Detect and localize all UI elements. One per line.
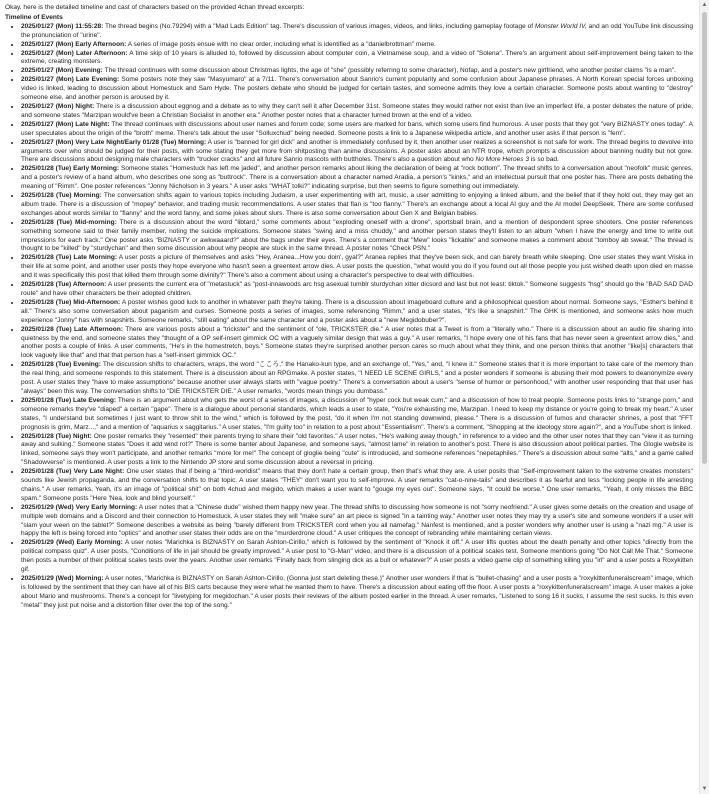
- timeline-entry-date: 2025/01/27 (Mon) Early Afternoon:: [21, 40, 127, 48]
- timeline-entry-text: A time skip of 10 years is alluded to, followed by discussion about computer coin, a Vietnamese soup, and a video of "Solena". There's an argument about self-improvement being taken to the extreme, creating monsters.: [21, 49, 693, 66]
- section-title: Timeline of Events: [5, 13, 63, 21]
- timeline-entry-date: 2025/01/28 (Tue) Night:: [21, 432, 92, 440]
- timeline-entry-title: No More Heroes 3: [475, 156, 529, 164]
- timeline-entry: [21, 468, 693, 504]
- timeline-entry-text: A series of image posts ensue with no clear order, including what is identified as a "danielbrottman" meme.: [126, 40, 436, 48]
- timeline-entry-date: 2025/01/27 (Mon) Evening:: [21, 67, 103, 75]
- document-content: [5, 4, 693, 611]
- timeline-entry: [21, 397, 693, 433]
- timeline-entry-text: There is a discussion about the word "libtard," some comments about "exploding oneself with a drone", sportsball brain, and a mention of despondent spree shooters. One poster references something someone said to their family member, noting the suicide implications. Someone states "swing and a miss chuddy," and another person states they'll listen to an album "when I have the energy and time to write out impressions for each track." One poster asks "BIZNASTY or awkwaaard?" about the bags under their eyes. There's a comment that "Mew" looks "lickable" and someone makes a comment about "tomboy ab sweat." The thread is thought to be "killed" by "sturdychan" and then some discussion about why people are stuck in the same thread. A poster notes "Check PSN.": [21, 218, 693, 253]
- intro-text: Okay, here is the detailed timeline and cast of characters based on the provided 4chan thread excerpts:: [5, 4, 305, 11]
- timeline-entry-text-cont: and an odd YouTube link discussing the pronunciation of "urine".: [21, 22, 693, 39]
- timeline-entry-date: 2025/01/27 (Mon) Night:: [21, 102, 95, 110]
- timeline-entry-date: 2025/01/28 (Tue) Morning:: [21, 192, 102, 200]
- timeline-entry-text: One user states that if being a "third-worldist" means that they don't hate a certain group, then that's what they are. A user posits that "Self-improvement taken to the extreme creates monsters" sounds like Jewish propaganda, and the conversation shifts to that topic. A user states "THEY" don't want you to self-improve. A user remarks "cat-o-nine-tails" and describes it as fearful and less "locking people in life arresting chains." A user remarks, Yeah, it's an image of "political shit" on both 4chud and megido, which makes a user want to "gouge my eyes out". Someone says, "It could be worse." One user remarks, "Yeah, it only misses the BBC spam." Someone posts "Here 'Nea, look and blind yourself.": [21, 468, 693, 502]
- timeline-entry-date: 2025/01/27 (Mon) Later Afternoon:: [21, 49, 128, 57]
- timeline-entry: [21, 433, 693, 469]
- timeline-entry-text: Some posters note they saw "Masyumaro" at a 7/11. There's conversation about Sanrio's current popularity and some confusion about Japanese phrases. A North Korean special forces unboxing video is linked, leading to discussion about Homestuck and Sam Hyde. The posters debate who should be judged for certain tastes, and someone admits they love a certain character. Someone posts about wanting to "destroy" someone else, and another person is aroused by it.: [21, 76, 693, 102]
- timeline-entry-date: 2025/01/28 (Tue) Very Late Night:: [21, 468, 125, 476]
- timeline-entry-text: There is an argument about who gets the worst of a series of images, a discussion of "hyper cock but weak cum," and a discussion of how to treat people. Someone posts links to "strange porn," and someone remarks they've "diaped" a certain "gape". There is a dialogue about personal standards, which leads a user to state, "You're exhausting me, Marzipan. I need to keep my distance or you're going to break my heart." A user states, "I understand but sometimes I just want to throw shit to the wind," which is followed by the post, "do it when I'm not standing downwind, please." There is a discussion of fumos and character shrines, a post that "FFT prognosis is grim, Marz...," and a mention of "aquarius x saggitarius." A user states, "I'm guilty too" in relation to a post about "Essentialism". There's a comment, "Shopping at the ideology store again?", and a YouTube short is linked.: [21, 396, 694, 431]
- timeline-entry: [21, 299, 693, 326]
- vertical-scrollbar[interactable]: [699, 0, 709, 794]
- timeline-entry-date: 2025/01/28 (Tue) Mid-Afternoon:: [21, 298, 121, 306]
- timeline-entry: [21, 76, 693, 103]
- timeline-entry: [21, 67, 693, 76]
- timeline-entry: [21, 23, 693, 41]
- timeline-entry-date: 2025/01/29 (Wed) Early Morning:: [21, 539, 123, 547]
- scrollbar-thumb[interactable]: [702, 12, 707, 464]
- timeline-entry-text: The thread begins (No.79294) with a "Mad Lads Edition" tag. There's discussion of various images, videos, and links, including gameplay footage of: [103, 22, 535, 30]
- timeline-entry-date: 2025/01/27 (Mon) Very Late Night/Early 01/28 (Tue) Morning:: [21, 138, 207, 146]
- timeline-entry: [21, 504, 693, 540]
- timeline-entry-text: The thread continues with some discussion about Christmas lights, the age of "she" (possibly referring to some character), Nofap, and a poster's new girlfriend, who another poster claims "is a man".: [102, 67, 676, 75]
- timeline-entry-text: The thread continues with discussions about user names and forum code; some users are marked for bans, which some users find humorous. A user posts that they got "very BIZNASTY ones today". A user speculates about the origin of the "broth" meme. There's talk about the user "Solluxchud" being needed. Someone posts a link to a Japanese wikipedia article, and another user asks if that person is "fem".: [21, 120, 693, 137]
- timeline-entry-date: 2025/01/28 (Tue) Mid-morning:: [21, 218, 117, 226]
- timeline-entry-text: There is a discussion about eggnog and a debate as to why they can't sell it after December 31st. Someone states they would rather not exist than live an imperfect life, a poster debates the nature of pride, and someone states "Marzipan would've been a Christian Socialist in another era." Another poster notes that a character turned brown at the end of a video.: [21, 102, 694, 119]
- scroll-down-arrow-icon[interactable]: ▼: [701, 786, 708, 792]
- timeline-entry: [21, 281, 693, 299]
- timeline-entry-text: One poster remarks they "resented" their parents trying to share their "old favorites." A user notes, "He's walking away though," in reference to a video and the other user notes that they can "view it as turning away and sulking." Someone states "Does it add wind rot?" There is some banter about Japanese, and someone says, "almost lame" in relation to another's post. There is also discussion about political parties. The Glogle website is linked, someone says they won't participate, and another remarks "more for me!" The concept of gloglie being "cute" is introduced, and someone references "nepetaphiles." There's a discussion about some "alts," and a game called "Shadowverse" is mentioned. A user posts a link to the Nintendo JP store and some discussion about a reversal in pricing.: [21, 432, 693, 467]
- timeline-entry-text: A user notes "Marichka is BIZNASTY on Sarah Ashton-Cirillo," which is followed by the sentiment of "Knock it off." A user lifts quotes about the death penalty and other topics "directly from the political compass quiz". A user posts, "Conditions of life in jail should be greatly improved." A user post to "G-Man" video, and there is a discussion of a political scales test. Someone mentions going "Do Not Call Me That." Someone then posts a number of their political scales tests over the years. Another user remarks "Finally back from slinging dick as a bull or whatever?" A user posts a video game clip of something killing you "irl" and a user posts a Roxykitten gif.: [21, 539, 693, 574]
- timeline-entry-date: 2025/01/28 (Tue) Evening:: [21, 361, 101, 369]
- timeline-entry-date: 2025/01/28 (Tue) Late Morning:: [21, 254, 118, 262]
- timeline-entry: [21, 50, 693, 68]
- timeline-entry-date: 2025/01/28 (Tue) Early Morning:: [21, 165, 120, 173]
- timeline-entry-date: 2025/01/27 (Mon) Late Evening:: [21, 76, 120, 84]
- timeline-entry-text: A poster wishes good luck to another in whatever path they're taking. There is a discussion about imageboard culture and a philosophical question about normal. Someone says, "Esther's behind it all." There's also some conversation about paganism and curses. Someone posts a series of images, some referencing "Rimm," and a user states, "It's like a snapshirt." The GHK is mentioned, and someone asks how much experience "Jonny" has with snapshirts. Someone remarks, "still eating" about the same character and a poster asks about a "new Megidobuber?".: [21, 298, 693, 324]
- timeline-entry: [21, 219, 693, 255]
- timeline-entry: [21, 121, 693, 139]
- timeline-entry-text: Someone states "Homestuck has left me jaded", and another person remarks about liking the declaration of being at "rock bottom". The thread shifts to a conversation about "neofolk" music genres, and a poster's review of a band album, who describes one song as "buttrock". There is a conversation about a character named Aradia, a person's "kinks," and an intellectual pursuit that one poster has. There are posts debating the meaning of "Rimm". One poster references "Jonny Nicholson in 3 years." A user asks "WHAT tolki?" indicating surprise, but then seems to figure something out immediately.: [21, 165, 693, 191]
- timeline-entry: [21, 361, 693, 397]
- timeline-entry: [21, 165, 693, 192]
- timeline-entry-text: A user is "banned for girl dick" and another is immediately confused by it, then another user realizes a screenshot is not safe for work. The thread begins to devolve into arguments over who should be judged for their posts, with some stating they get more from shitposting than anime discussions. A poster asks about an NTR trope, which prompts a discussion about banning nudity but not gore. There are discussions about designing male characters with "trucker cracks" and all future Sanrio mascots with buttholes. There's also a question about who: [21, 138, 693, 164]
- timeline-entry: [21, 539, 693, 575]
- timeline-entry-date: 2025/01/27 (Mon) Late Night:: [21, 120, 110, 128]
- timeline-entry-date: 2025/01/29 (Wed) Very Early Morning:: [21, 503, 138, 511]
- timeline-entry-text: A user posts a picture of themselves and asks "Hey, Aranea...How you doin', gyal?" Aranea replies that they've been sick, and can barely breath while sleeping. One user states they want Vriska in their life at some point, and another user posts they hope everyone who hasn't seen a greentext arrow dies. A user posts the question, "what would you do if you found out all those people you just wished death upon died en masse and it was specifically this post that killed them through some divinity?" There's also a comment about using a character's perspective to deal with difficulties.: [21, 254, 693, 280]
- timeline-entry: [21, 139, 693, 166]
- timeline-entry: [21, 254, 693, 281]
- timeline-list: [5, 23, 693, 611]
- timeline-entry: [21, 192, 693, 219]
- timeline-entry-date: 2025/01/29 (Wed) Morning:: [21, 575, 104, 582]
- timeline-entry-date: 2025/01/27 (Mon) 11:55:28:: [21, 22, 104, 30]
- timeline-entry-title: Monster World IV,: [534, 22, 587, 30]
- timeline-entry: [21, 575, 693, 611]
- timeline-entry-date: 2025/01/28 (Tue) Late Afternoon:: [21, 325, 123, 333]
- timeline-entry: [21, 103, 693, 121]
- timeline-entry-text: A user notes, "Marichka is BIZNASTY on Sarah Ashton-Cirillo, (Gonna just start deleting these.)" Another user wonders if that is "bullet-chasing" and a user posts a "roxykittenfuneralscream" image, which is followed by the sentiment that they can have all of his BIS carts because they were what he wanted them to have. There's a discussion about eating off the floor. A user posts a "roxykittenfuneralscream" image. A user makes a joke about Mario and mushrooms. There's a concept for "livetyping for megidochan." A user posts their reviews of the album posted earlier in the thread. A user remarks, "Listened to song 16 it sucks, I assume the rest sucks. Is this even "metal" they just put noise and a distortion filter over the top of the song.": [21, 575, 693, 609]
- timeline-entry: [21, 326, 693, 362]
- timeline-entry-text: A user notes that a "Chinese dude" wished them happy new year. The thread shifts to discussing how someone is not "sorry neofriend." A user gives some details on the creation and usage of multiple web domains and a Discord and their connection to Homestuck. A user states they will "make sure" an art piece is signed "in a tainting way." Another user notes they may try a user's site and someone wonders if a user will "slam your ween on the tablet?" Someone describes a website as being "barely different from TRICKSTER cord when you all namefag." Nanfest is mentioned, and a poster wonders why another user is using a "nazi mg." A user is happy the left is being forced into "optics" and another user states their odds are on the "murderdrone cloud." A user critiques the concept of rebranding while maintaining certain views.: [21, 503, 694, 538]
- timeline-entry-text: The conversation shifts again to various topics including Judaism, a user experimenting with art, music, a user admitting to enjoying a linked album, and the belief that if they hold out, they may get an album trade. There is a discussion of "mopey" behavior, and trading music recommendations. A user states that flan is "too flanny." There's an exchange about a local AI guy and the AI model DeepSeek. There are some confused exchanges about words similar to "flanny" and the word fanny, and some jokes about slurs. There is also some conversation about Gen X and Belgian babies.: [21, 192, 694, 217]
- timeline-entry-text-cont: is so bad.: [528, 156, 559, 164]
- timeline-entry-text: The discussion shifts to characters, wraps, the word "こころ," the Hanako-kun type, and an exchange of, "Yes," and, "I knew it." Someone states that it is more important to take care of the memory than the real thing, and someone responds to this statement. There is a discussion about an RPGmake. A poster states, "I NEED LE SCENE GIRLS," and a poster wonders if someone is abusing their mod powers to deanonymize every post. A user states they "have to make assumptions" because another user always starts with "vague poetry." There's a conversation about a user's "sense of humor or personhood," with another user responding that that user has "always" been this way. The conversation shifts to "DIE TRICKSTER DIE." A user remarks, "words mean things you dumbass.": [21, 361, 693, 395]
- timeline-entry-text: There are various posts about a "trickster" and the sentiment of "ole, TRICKSTER die." A user notes that a Tweet is from a "literally who." There is a discussion about an audio file sharing into quietness by the end, and someone states they "thought of a OP self-insert gimmick OC with a vaguely similar design that was a guy." A user remarks, "I hope every one of his fans that has never seen a greentext arrow dies," and another posts a couple of links. A user comments, "He's in the homestretch, boys." Someone states they're surprised another person cares so much about what they think, and one person thinks that another "like[s] characters that look vaguely like that" and that that person has a "self-insert gimmick OC.": [21, 325, 693, 360]
- timeline-entry-date: 2025/01/28 (Tue) Afternoon:: [21, 281, 107, 289]
- scroll-up-arrow-icon[interactable]: ▲: [701, 2, 708, 8]
- timeline-entry: [21, 41, 693, 50]
- timeline-entry-text: A user presents the current era of "metastuck" as "post-innawoods arc hsg asexual tumblr sturdychan xitter dicsord and last but not least: tiktok." Someone suggests "hsg" should go the "BAD SAD DAD route" and have other characters be their adopted children.: [21, 281, 693, 297]
- timeline-entry-date: 2025/01/28 (Tue) Late Evening:: [21, 396, 117, 404]
